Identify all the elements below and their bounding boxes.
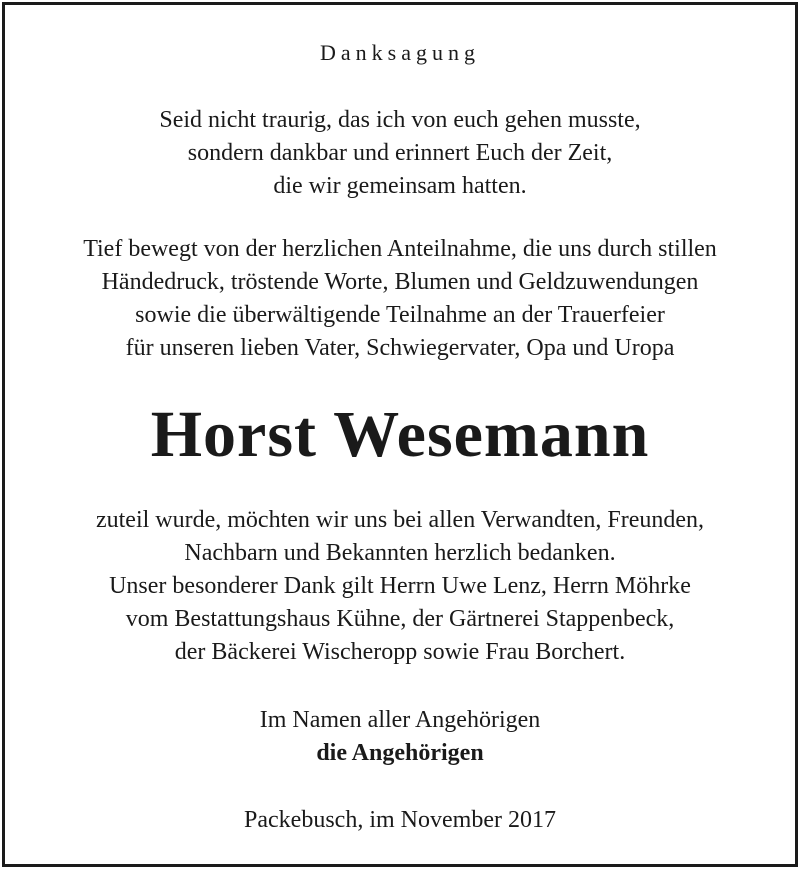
signer: die Angehörigen xyxy=(316,740,484,766)
signature-line: Im Namen aller Angehörigen xyxy=(259,707,541,733)
deceased-name: Horst Wesemann xyxy=(150,398,650,471)
intro-line: für unseren lieben Vater, Schwiegervater, Opa und Uropa xyxy=(125,335,675,361)
thanks-line: der Bäckerei Wischeropp sowie Frau Borchert. xyxy=(174,639,626,665)
poem-line: Seid nicht traurig, das ich von euch gehen musste, xyxy=(159,107,641,133)
poem-line: sondern dankbar und erinnert Euch der Zeit, xyxy=(187,140,613,166)
thanks-line: vom Bestattungshaus Kühne, der Gärtnerei Stappenbeck, xyxy=(125,606,675,632)
thanks-line: Nachbarn und Bekannten herzlich bedanken. xyxy=(184,540,616,566)
thanks-line: Unser besonderer Dank gilt Herrn Uwe Lenz, Herrn Möhrke xyxy=(109,573,691,599)
obituary-thank-you-notice xyxy=(2,2,798,867)
poem-line: die wir gemeinsam hatten. xyxy=(273,173,527,199)
notice-heading: Danksagung xyxy=(320,40,480,65)
place-date: Packebusch, im November 2017 xyxy=(244,807,556,833)
intro-line: Tief bewegt von der herzlichen Anteilnahme, die uns durch stillen xyxy=(83,236,717,262)
intro-line: sowie die überwältigende Teilnahme an der Trauerfeier xyxy=(135,302,665,328)
thanks-line: zuteil wurde, möchten wir uns bei allen Verwandten, Freunden, xyxy=(95,507,705,533)
intro-line: Händedruck, tröstende Worte, Blumen und Geldzuwendungen xyxy=(101,269,699,295)
